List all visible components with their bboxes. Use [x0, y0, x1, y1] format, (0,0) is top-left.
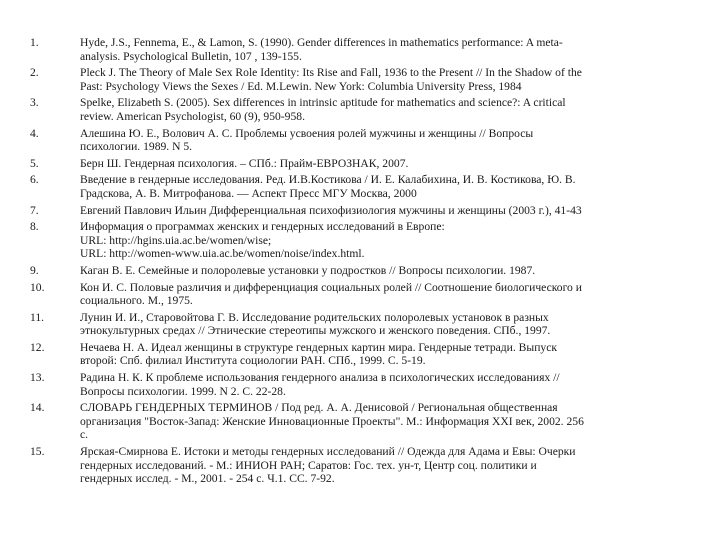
reference-item [0, 371, 696, 398]
reference-text-line: Радина Н. К. К проблеме использования гендерного анализа в психологических исследованиях // [80, 371, 560, 385]
reference-text-line: Pleck J. The Theory of Male Sex Role Identity: Its Rise and Fall, 1936 to the Present // In the Shadow of the [80, 66, 582, 80]
reference-item [0, 36, 696, 63]
reference-text [80, 173, 696, 200]
reference-text-line: этнокультурных средах // Этнические стереотипы мужского и женского поведения. СПб., 1997. [80, 324, 551, 338]
reference-item [0, 281, 696, 308]
reference-number: 13. [30, 371, 45, 385]
reference-text-line: социального. М., 1975. [80, 294, 193, 308]
reference-text-line: Введение в гендерные исследования. Ред. И.В.Костикова / И. Е. Калабихина, И. В. Костикова, Ю. В. [80, 173, 576, 187]
reference-number: 9. [30, 263, 39, 277]
reference-number: 14. [30, 401, 45, 415]
reference-text-line: Берн Ш. Гендерная психология. – СПб.: Прайм-ЕВРОЗНАК, 2007. [80, 156, 409, 170]
reference-text-line: Каган В. Е. Семейные и полоролевые установки у подростков // Вопросы психологии. 1987. [80, 263, 536, 277]
reference-number: 7. [30, 203, 39, 217]
reference-text-line: психологии. 1989. N 5. [80, 140, 193, 154]
reference-text-line: СЛОВАРЬ ГЕНДЕРНЫХ ТЕРМИНОВ / Под ред. А. А. Денисовой / Региональная общественная [80, 401, 558, 415]
reference-text-line: Евгений Павлович Ильин Дифференциальная психофизиология мужчины и женщины (2003 г.), 41-43 [80, 203, 582, 217]
reference-number: 11. [30, 310, 45, 324]
reference-text [80, 341, 696, 368]
reference-item [0, 66, 696, 93]
reference-text [80, 264, 696, 278]
reference-text-line: URL: http://women-www.uia.ac.be/women/noise/index.html. [80, 247, 365, 261]
reference-item [0, 341, 696, 368]
reference-number: 8. [30, 220, 39, 234]
reference-text [80, 445, 696, 486]
reference-text [80, 204, 696, 218]
reference-text-line: Вопросы психологии. 1999. N 2. С. 22-28. [80, 384, 286, 398]
reference-number: 6. [30, 173, 39, 187]
reference-number: 12. [30, 340, 45, 354]
reference-text-line: Алешина Ю. Е., Волович А. С. Проблемы усвоения ролей мужчины и женщины // Вопросы [80, 126, 534, 140]
reference-text-line: второй: Спб. филиал Института социологии РАН. СПб., 1999. С. 5-19. [80, 354, 426, 368]
reference-text-line: Hyde, J.S., Fennema, E., & Lamon, S. (1990). Gender differences in mathematics performance: A meta- [80, 36, 563, 49]
reference-text-line: Spelke, Elizabeth S. (2005). Sex differences in intrinsic aptitude for mathematics and science?: A critical [80, 96, 566, 110]
reference-item [0, 220, 696, 261]
reference-text [80, 96, 696, 123]
reference-text [80, 371, 696, 398]
reference-number: 5. [30, 156, 39, 170]
reference-text-line: Нечаева Н. А. Идеал женщины в структуре гендерных картин мира. Гендерные тетради. Выпуск [80, 340, 557, 354]
reference-text-line: URL: http://hgins.uia.ac.be/women/wise; [80, 233, 272, 247]
reference-text-line: с. [80, 428, 89, 442]
reference-text-line: Информация о программах женских и гендерных исследований в Европе: [80, 220, 445, 234]
reference-number: 1. [30, 36, 39, 49]
reference-text [80, 311, 696, 338]
reference-text-line: Ярская-Смирнова Е. Истоки и методы гендерных исследований // Одежда для Адама и Евы: Очерки [80, 445, 576, 459]
reference-text [80, 281, 696, 308]
reference-text-line: гендерных исслед. - М., 2001. - 254 с. Ч.1. СС. 7-92. [80, 472, 335, 486]
reference-item [0, 173, 696, 200]
reference-number: 10. [30, 280, 45, 294]
reference-text [80, 36, 696, 63]
reference-text-line: гендерных исследований. - М.: ИНИОН РАН; Саратов: Гос. тех. ун-т, Центр соц. политики и [80, 458, 537, 472]
reference-item [0, 96, 696, 123]
reference-number: 4. [30, 126, 39, 140]
reference-text-line: Лунин И. И., Старовойтова Г. В. Исследование родительских полоролевых установок в разных [80, 310, 549, 324]
reference-text-line: Градскова, А. В. Митрофанова. — Аспект Пресс МГУ Москва, 2000 [80, 186, 417, 200]
reference-item [0, 311, 696, 338]
reference-text-line: Кон И. С. Половые различия и дифференциация социальных ролей // Соотношение биологического и [80, 280, 582, 294]
reference-text [80, 157, 696, 171]
reference-number: 2. [30, 66, 39, 80]
reference-text [80, 127, 696, 154]
reference-text-line: Past: Psychology Views the Sexes / Ed. M.Lewin. New York: Columbia University Press, 1984 [80, 79, 522, 93]
reference-item [0, 204, 696, 218]
reference-text-line: организация "Восток-Запад: Женские Инновационные Проекты". М.: Информация XXI век, 2002. 256 [80, 414, 584, 428]
reference-item [0, 445, 696, 486]
reference-item [0, 127, 696, 154]
reference-number: 15. [30, 445, 45, 459]
reference-text-line: analysis. Psychological Bulletin, 107 , 139-155. [80, 49, 302, 63]
reference-item [0, 157, 696, 171]
reference-item [0, 264, 696, 278]
reference-text [80, 220, 696, 261]
reference-text [80, 401, 696, 442]
reference-number: 3. [30, 96, 39, 110]
reference-text [80, 66, 696, 93]
reference-item [0, 401, 696, 442]
reference-text-line: review. American Psychologist, 60 (9), 950-958. [80, 109, 305, 123]
